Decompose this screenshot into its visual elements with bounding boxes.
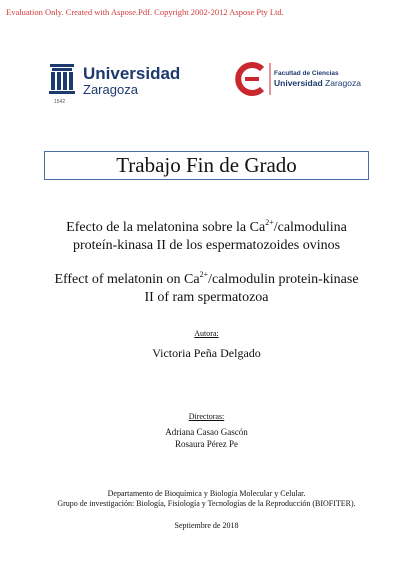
logo-fc-line2-part1: Universidad <box>274 78 323 88</box>
autora-label: Autora: <box>194 329 219 338</box>
logo-uz-name-2: Zaragoza <box>83 82 138 97</box>
document-title: Trabajo Fin de Grado <box>44 151 369 180</box>
submission-date: Septiembre de 2018 <box>174 521 239 530</box>
department-name: Departamento de Bioquímica y Biología Molecular y Celular. <box>107 489 306 498</box>
autora-label-row <box>0 323 413 341</box>
spanish-title-line1: Efecto de la melatonina sobre la $Ca^{2+}$/calmodulina <box>66 218 347 235</box>
watermark-text: Evaluation Only. Created with Aspose.Pdf. Copyright 2002-2012 Aspose Pty Ltd. <box>6 7 284 17</box>
faculty-emblem-icon <box>238 65 262 93</box>
directoras-label-row <box>0 406 413 424</box>
svg-text:Universidad Zaragoza <box>274 78 361 88</box>
english-title-line1: Effect of melatonin on $Ca^{2+}$/calmodulin protein-kinase <box>54 270 359 287</box>
english-title <box>0 271 413 307</box>
logo-fc-line2-part2: Zaragoza <box>325 78 361 88</box>
directoras-label: Directoras: <box>188 412 225 421</box>
director-name: Adriana Casao Gascón <box>165 427 248 437</box>
logo-fc-line1: Facultad de Ciencias <box>274 70 339 77</box>
author-name: Victoria Peña Delgado <box>152 346 261 360</box>
directors-list <box>0 426 413 450</box>
spanish-title <box>0 219 413 255</box>
department-info <box>0 489 413 509</box>
facultad-ciencias-logo <box>236 59 361 99</box>
logo-uz-year: 1542 <box>54 99 66 105</box>
spanish-title-line2: proteín-kinasa II de los espermatozoides ovinos <box>72 238 341 253</box>
director-name: Rosaura Pérez Pe <box>175 439 238 449</box>
university-crest-icon <box>49 64 75 94</box>
universidad-zaragoza-logo <box>48 62 188 106</box>
logo-uz-name-1: Universidad <box>83 64 181 83</box>
research-group: Grupo de investigación: Biología, Fisiología y Tecnologías de la Reproducción (BIOFITER). <box>57 499 356 508</box>
english-title-line2: II of ram spermatozoa <box>144 290 269 305</box>
